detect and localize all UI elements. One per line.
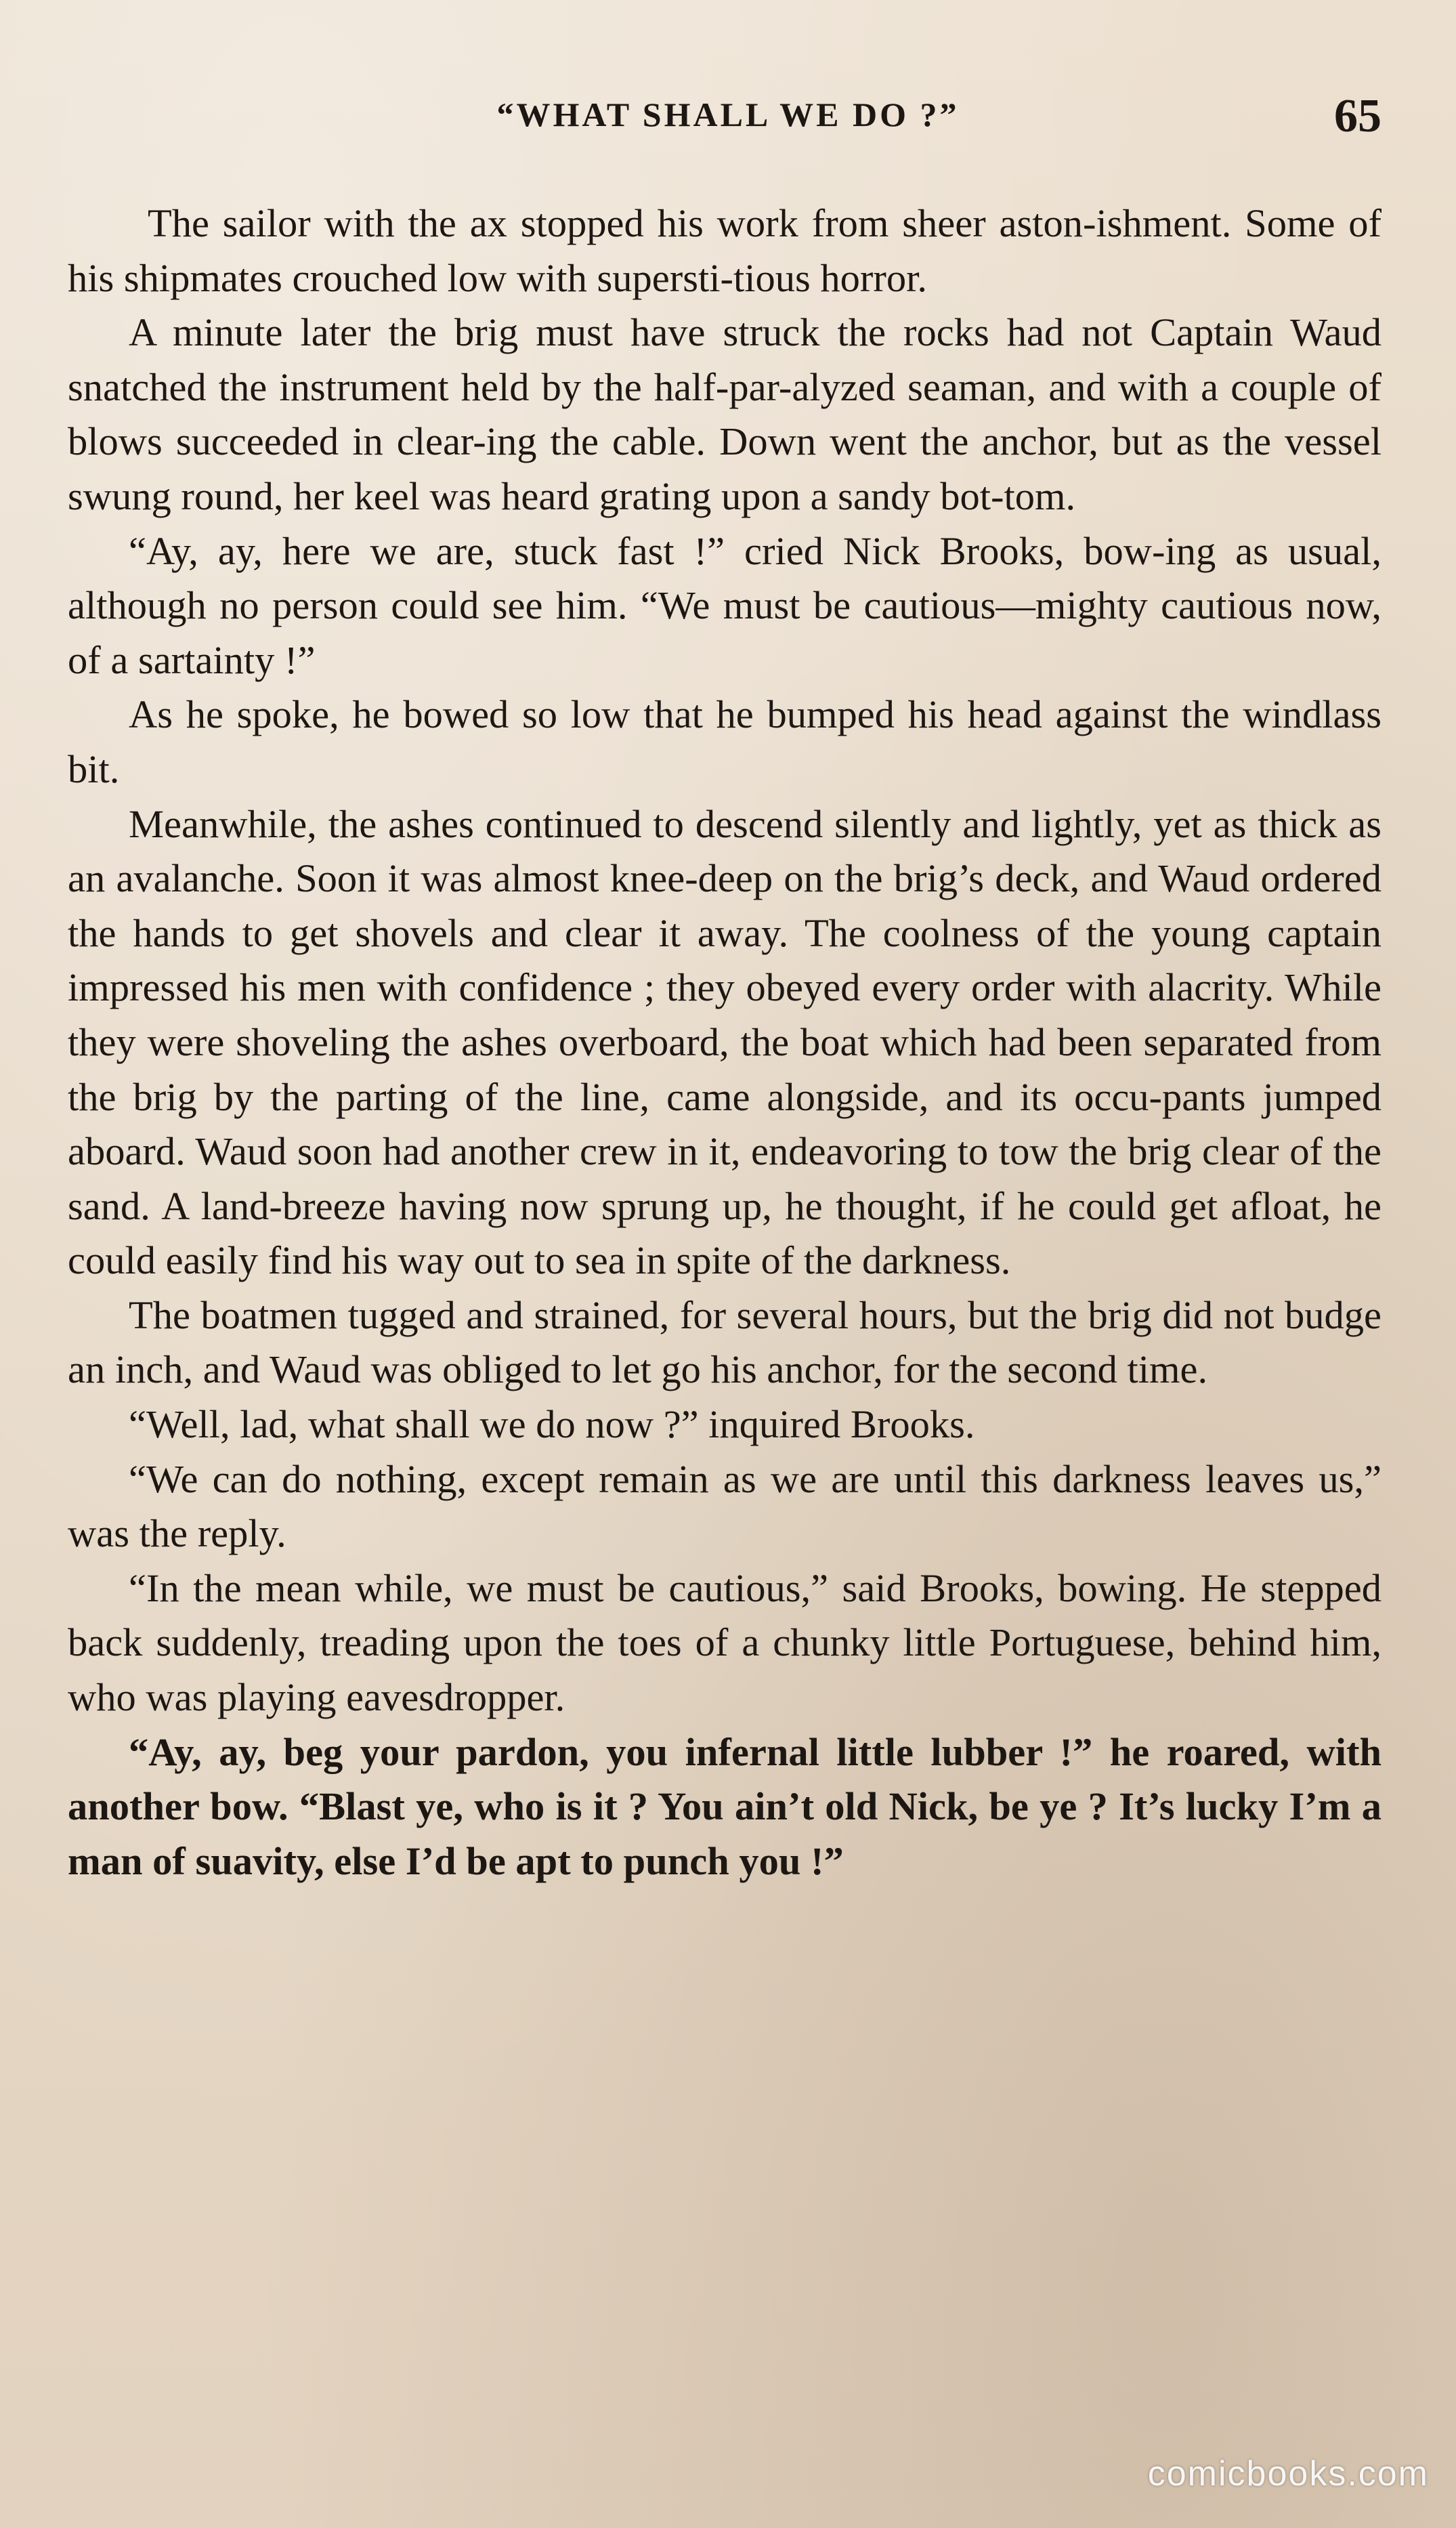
paragraph-2: A minute later the brig must have struck the rocks had not Captain Waud snatched the instrument held by the half-par-alyzed seaman, and with a couple of blows succeeded in clear-ing the cable. Down went the anchor, but as the vessel swung round, her keel was heard grating upon a sandy bot-tom. [68,310,1382,518]
paragraph-8: “We can do nothing, except remain as we are until this darkness leaves us,” was the reply. [68,1456,1382,1556]
watermark: comicbooks.com [1147,2454,1429,2493]
page-number: 65 [1334,90,1382,142]
paragraph-10: “Ay, ay, beg your pardon, you infernal little lubber !” he roared, with another bow. “Blast ye, who is it ? You ain’t old Nick, be ye ? It’s lucky I’m a man of suavity, else I’d be apt to punch you !” [68,1729,1382,1883]
body-text [68,196,1382,1889]
paragraph-9: “In the mean while, we must be cautious,” said Brooks, bowing. He stepped back suddenly, treading upon the toes of a chunky little Portuguese, behind him, who was playing eavesdropper. [68,1565,1382,1720]
running-head [68,90,1388,149]
paragraph-7: “Well, lad, what shall we do now ?” inquired Brooks. [129,1402,975,1447]
paragraph-6: The boatmen tugged and strained, for several hours, but the brig did not budge an inch, and Waud was obliged to let go his anchor, for the second time. [68,1292,1382,1392]
paragraph-4: As he spoke, he bowed so low that he bumped his head against the windlass bit. [68,692,1382,791]
running-title: “WHAT SHALL WE DO ?” [496,96,960,133]
paragraph-5: Meanwhile, the ashes continued to descend silently and lightly, yet as thick as an avalanche. Soon it was almost knee-deep on the brig’s deck, and Waud ordered the hands to get shovels and clear it away. The coolness of the young captain impressed his men with confidence ; they obeyed every order with alacrity. While they were shoveling the ashes overboard, the boat which had been separated from the brig by the parting of the line, came alongside, and its occu-pants jumped aboard. Waud soon had another crew in it, endeavoring to tow the brig clear of the sand. A land-breeze having now sprung up, he thought, if he could get afloat, he could easily find his way out to sea in spite of the darkness. [68,801,1382,1283]
paragraph-3: “Ay, ay, here we are, stuck fast !” cried Nick Brooks, bow-ing as usual, although no person could see him. “We must be cautious—mighty cautious now, of a sartainty !” [68,528,1382,682]
paragraph-1: The sailor with the ax stopped his work from sheer aston-ishment. Some of his shipmates crouched low with supersti-tious horror. [68,201,1382,300]
